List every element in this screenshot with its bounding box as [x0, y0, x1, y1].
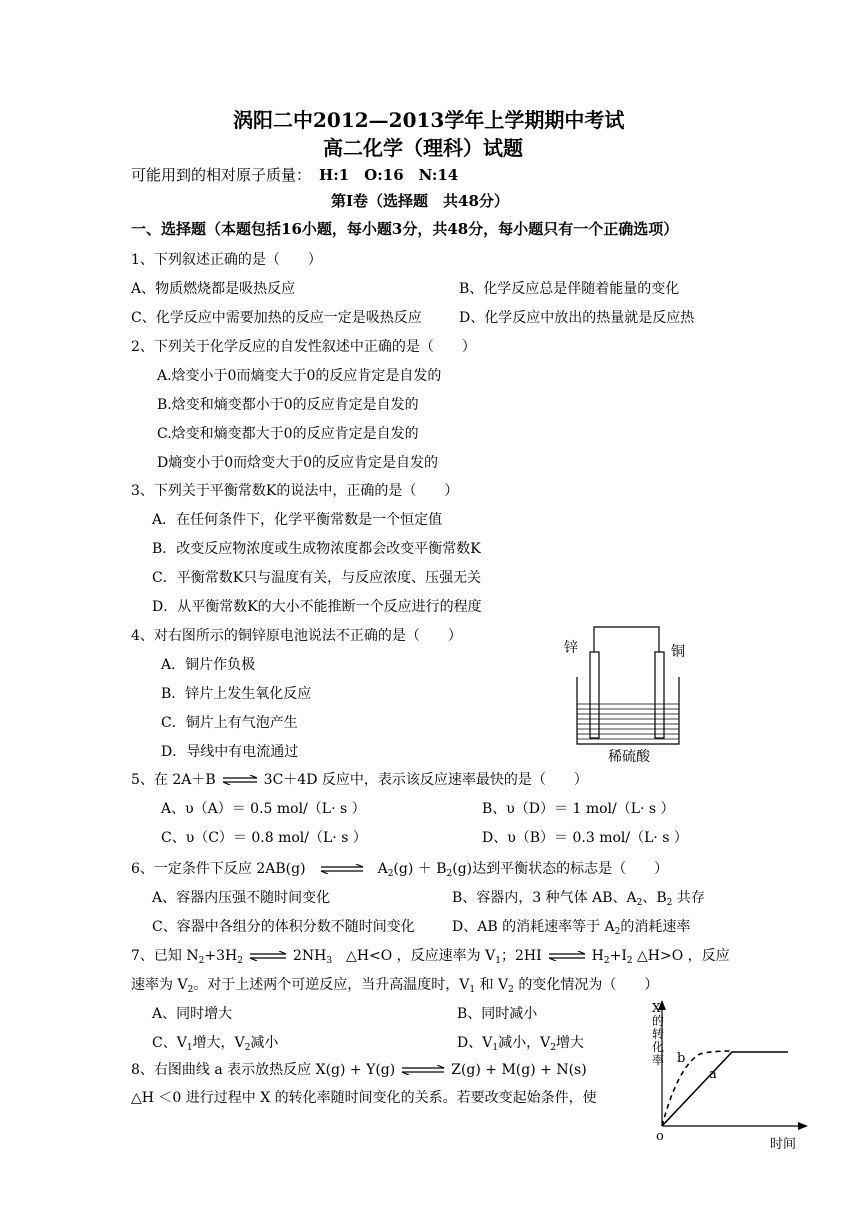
q4-option-c: C．铜片上有气泡产生 [161, 715, 298, 731]
q7-d-post: 增大 [555, 1035, 584, 1051]
q4-option-b: B．锌片上发生氧化反应 [161, 686, 312, 702]
equilibrium-arrow-icon [222, 775, 258, 785]
q2-option-b: B.焓变和熵变都小于0的反应肯定是自发的 [157, 397, 419, 413]
q7-option-b: B、同时减小 [457, 1006, 538, 1022]
subscript: 2 [387, 869, 394, 879]
q7-option-c [152, 1034, 278, 1052]
q7-rate2: 速率为 V [131, 977, 188, 993]
q6-option-a: A、容器内压强不随时间变化 [152, 890, 331, 906]
section-title: 一、选择题（本题包括16小题，每小题3分，共48分，每小题只有一个正确选项） [131, 220, 679, 238]
subscript: 2 [198, 956, 205, 966]
curve-a-label: a [709, 1067, 717, 1082]
q5-stem-post: 3C＋4D 反应中，表示该反应速率最快的是（ ） [263, 772, 588, 788]
subscript: 1 [469, 985, 476, 995]
subscript: 2 [244, 1043, 251, 1053]
atomic-mass-label: 可能用到的相对原子质量： [131, 166, 312, 184]
q7-h2: +3H [204, 948, 238, 964]
y-axis-label-char: 转 [652, 1027, 665, 1041]
subscript: 1 [186, 1043, 193, 1053]
q6-d-pre: D、AB 的消耗速率等于 A [452, 919, 615, 935]
q7-c-pre: C、V [152, 1035, 187, 1051]
q6-stem-pre: 6、一定条件下反应 2AB(g) [131, 861, 306, 877]
exam-subtitle: 高二化学（理科）试题 [323, 136, 523, 160]
q7-option-d [457, 1034, 584, 1052]
q8-line1 [131, 1061, 587, 1079]
subscript: 2 [603, 956, 610, 966]
q2-option-c: C.焓变和熵变都大于0的反应肯定是自发的 [157, 426, 419, 442]
q3-option-c: C．平衡常数K只与温度有关，与反应浓度、压强无关 [152, 570, 482, 586]
y-axis-label-char: 的 [652, 1014, 665, 1028]
y-axis-label-char: 率 [652, 1053, 665, 1067]
q4-stem: 4、对右图所示的铜锌原电池说法不正确的是（ ） [131, 628, 462, 644]
q6-b2: (g) ＋ B [393, 861, 447, 877]
copper-electrode [655, 652, 664, 738]
q3-option-d: D．从平衡常数K的大小不能推断一个反应进行的程度 [152, 599, 482, 615]
subscript: 2 [614, 927, 621, 937]
q6-a2: A [377, 861, 388, 877]
subscript: 2 [187, 985, 194, 995]
q2-option-a: A.焓变小于0而熵变大于0的反应肯定是自发的 [157, 368, 442, 384]
q7-c-mid: 增大，V [192, 1035, 245, 1051]
equilibrium-arrow-icon [548, 951, 586, 961]
q1-option-b: B、化学反应总是伴随着能量的变化 [459, 281, 680, 297]
q7-option-a: A、同时增大 [152, 1006, 233, 1022]
subscript: 2 [626, 956, 633, 966]
wire [594, 627, 659, 658]
q6-d-post: 的消耗速率 [620, 919, 691, 935]
q7-i2: +I [609, 948, 627, 964]
equilibrium-arrow-icon [320, 864, 364, 874]
q2-stem: 2、下列关于化学反应的自发性叙述中正确的是（ ） [131, 339, 476, 355]
subscript: 2 [666, 898, 673, 908]
q2-option-d: D熵变小于0而焓变大于0的反应肯定是自发的 [157, 455, 439, 471]
q7-hi: ；2HI [500, 948, 542, 964]
q5-option-a: A、υ（A）＝ 0.5 mol/（L· s ） [161, 801, 366, 817]
q1-stem: 1、下列叙述正确的是（ ） [131, 252, 322, 268]
q4-option-d: D．导线中有电流通过 [161, 744, 299, 760]
subscript: 2 [446, 869, 453, 879]
q7-d-mid: 减小，V [498, 1035, 551, 1051]
subscript: 1 [492, 1043, 499, 1053]
galvanic-cell-diagram [555, 622, 700, 767]
q6-option-d [452, 918, 690, 936]
q4-option-a: A．铜片作负极 [161, 657, 256, 673]
q5-stem [131, 771, 588, 789]
q5-option-c: C、υ（C）＝ 0.8 mol/（L· s ） [161, 830, 367, 846]
conversion-time-graph [640, 996, 810, 1156]
y-axis-label-char: X [652, 1001, 661, 1015]
q1-option-d: D、化学反应中放出的热量就是反应热 [459, 310, 695, 326]
subscript: 2 [550, 1043, 556, 1053]
subscript: 2 [636, 898, 643, 908]
subscript: 2 [237, 956, 243, 966]
atomic-mass-values: H:1 O:16 N:14 [319, 166, 459, 184]
q7-h2-prod: H [591, 948, 604, 964]
equilibrium-arrow-icon [249, 951, 287, 961]
q8-reactants: 8、右图曲线 a 表示放热反应 X(g) + Y(g) [131, 1062, 396, 1078]
q6-stem [131, 860, 668, 878]
subscript: 2 [508, 985, 514, 995]
q8-line2: △H ＜0 进行过程中 X 的转化率随时间变化的关系。若要改变起始条件，使 [131, 1090, 597, 1106]
copper-label: 铜 [671, 644, 685, 660]
q8-products: Z(g) + M(g) + N(s) [451, 1062, 587, 1078]
q3-stem: 3、下列关于平衡常数K的说法中，正确的是（ ） [131, 483, 459, 499]
q1-option-a: A、物质燃烧都是吸热反应 [131, 281, 296, 297]
q6-b-mid: 、B [642, 890, 667, 906]
q5-option-d: D、υ（B）＝ 0.3 mol/（L· s ） [482, 830, 688, 846]
part-title: 第Ⅰ卷（选择题 共48分） [331, 192, 509, 210]
zinc-electrode [590, 652, 599, 738]
equilibrium-arrow-icon [401, 1065, 445, 1075]
q7-line1 [131, 947, 730, 965]
q7-line2 [131, 976, 658, 994]
subscript: 3 [326, 956, 333, 966]
atomic-mass-line [131, 166, 458, 184]
curve-b-label: b [677, 1051, 686, 1066]
q3-option-b: B．改变反应物浓度或生成物浓度都会改变平衡常数K [152, 541, 481, 557]
q7-nh3: 2NH [292, 948, 327, 964]
q6-option-c: C、容器中各组分的体积分数不随时间变化 [152, 919, 415, 935]
origin-label: o [656, 1129, 664, 1144]
q7-dh1: △H<O ，反应速率为 V [332, 948, 496, 964]
q1-option-c: C、化学反应中需要加热的反应一定是吸热反应 [131, 310, 422, 326]
q5-option-b: B、υ（D）＝ 1 mol/（L· s ） [482, 801, 675, 817]
acid-label: 稀硫酸 [608, 749, 650, 765]
q7-n2: 7、已知 N [131, 948, 199, 964]
q7-tail: 的变化情况为（ ） [513, 977, 659, 993]
exam-title: 涡阳二中2012—2013学年上学期期中考试 [233, 108, 625, 132]
q3-option-a: A．在任何条件下，化学平衡常数是一个恒定值 [152, 512, 443, 528]
q6-b-pre: B、容器内，3 种气体 AB、A [452, 890, 637, 906]
q6-option-b [452, 889, 705, 907]
q7-question: 。对于上述两个可逆反应，当升高温度时，V [193, 977, 470, 993]
q7-c-post: 减小 [250, 1035, 279, 1051]
q7-and: 和 V [475, 977, 509, 993]
q7-dh2: △H>O ，反应 [632, 948, 730, 964]
zinc-label: 锌 [564, 640, 578, 656]
q7-d-pre: D、V [457, 1035, 493, 1051]
y-axis-label-char: 化 [652, 1040, 665, 1054]
q6-stem-post: (g)达到平衡状态的标志是（ ） [452, 861, 669, 877]
q5-stem-pre: 5、在 2A＋B [131, 772, 216, 788]
q6-b-post: 共存 [672, 890, 705, 906]
x-axis-arrow-icon [798, 1122, 808, 1130]
subscript: 1 [495, 956, 501, 966]
x-axis-label: 时间 [770, 1137, 797, 1152]
